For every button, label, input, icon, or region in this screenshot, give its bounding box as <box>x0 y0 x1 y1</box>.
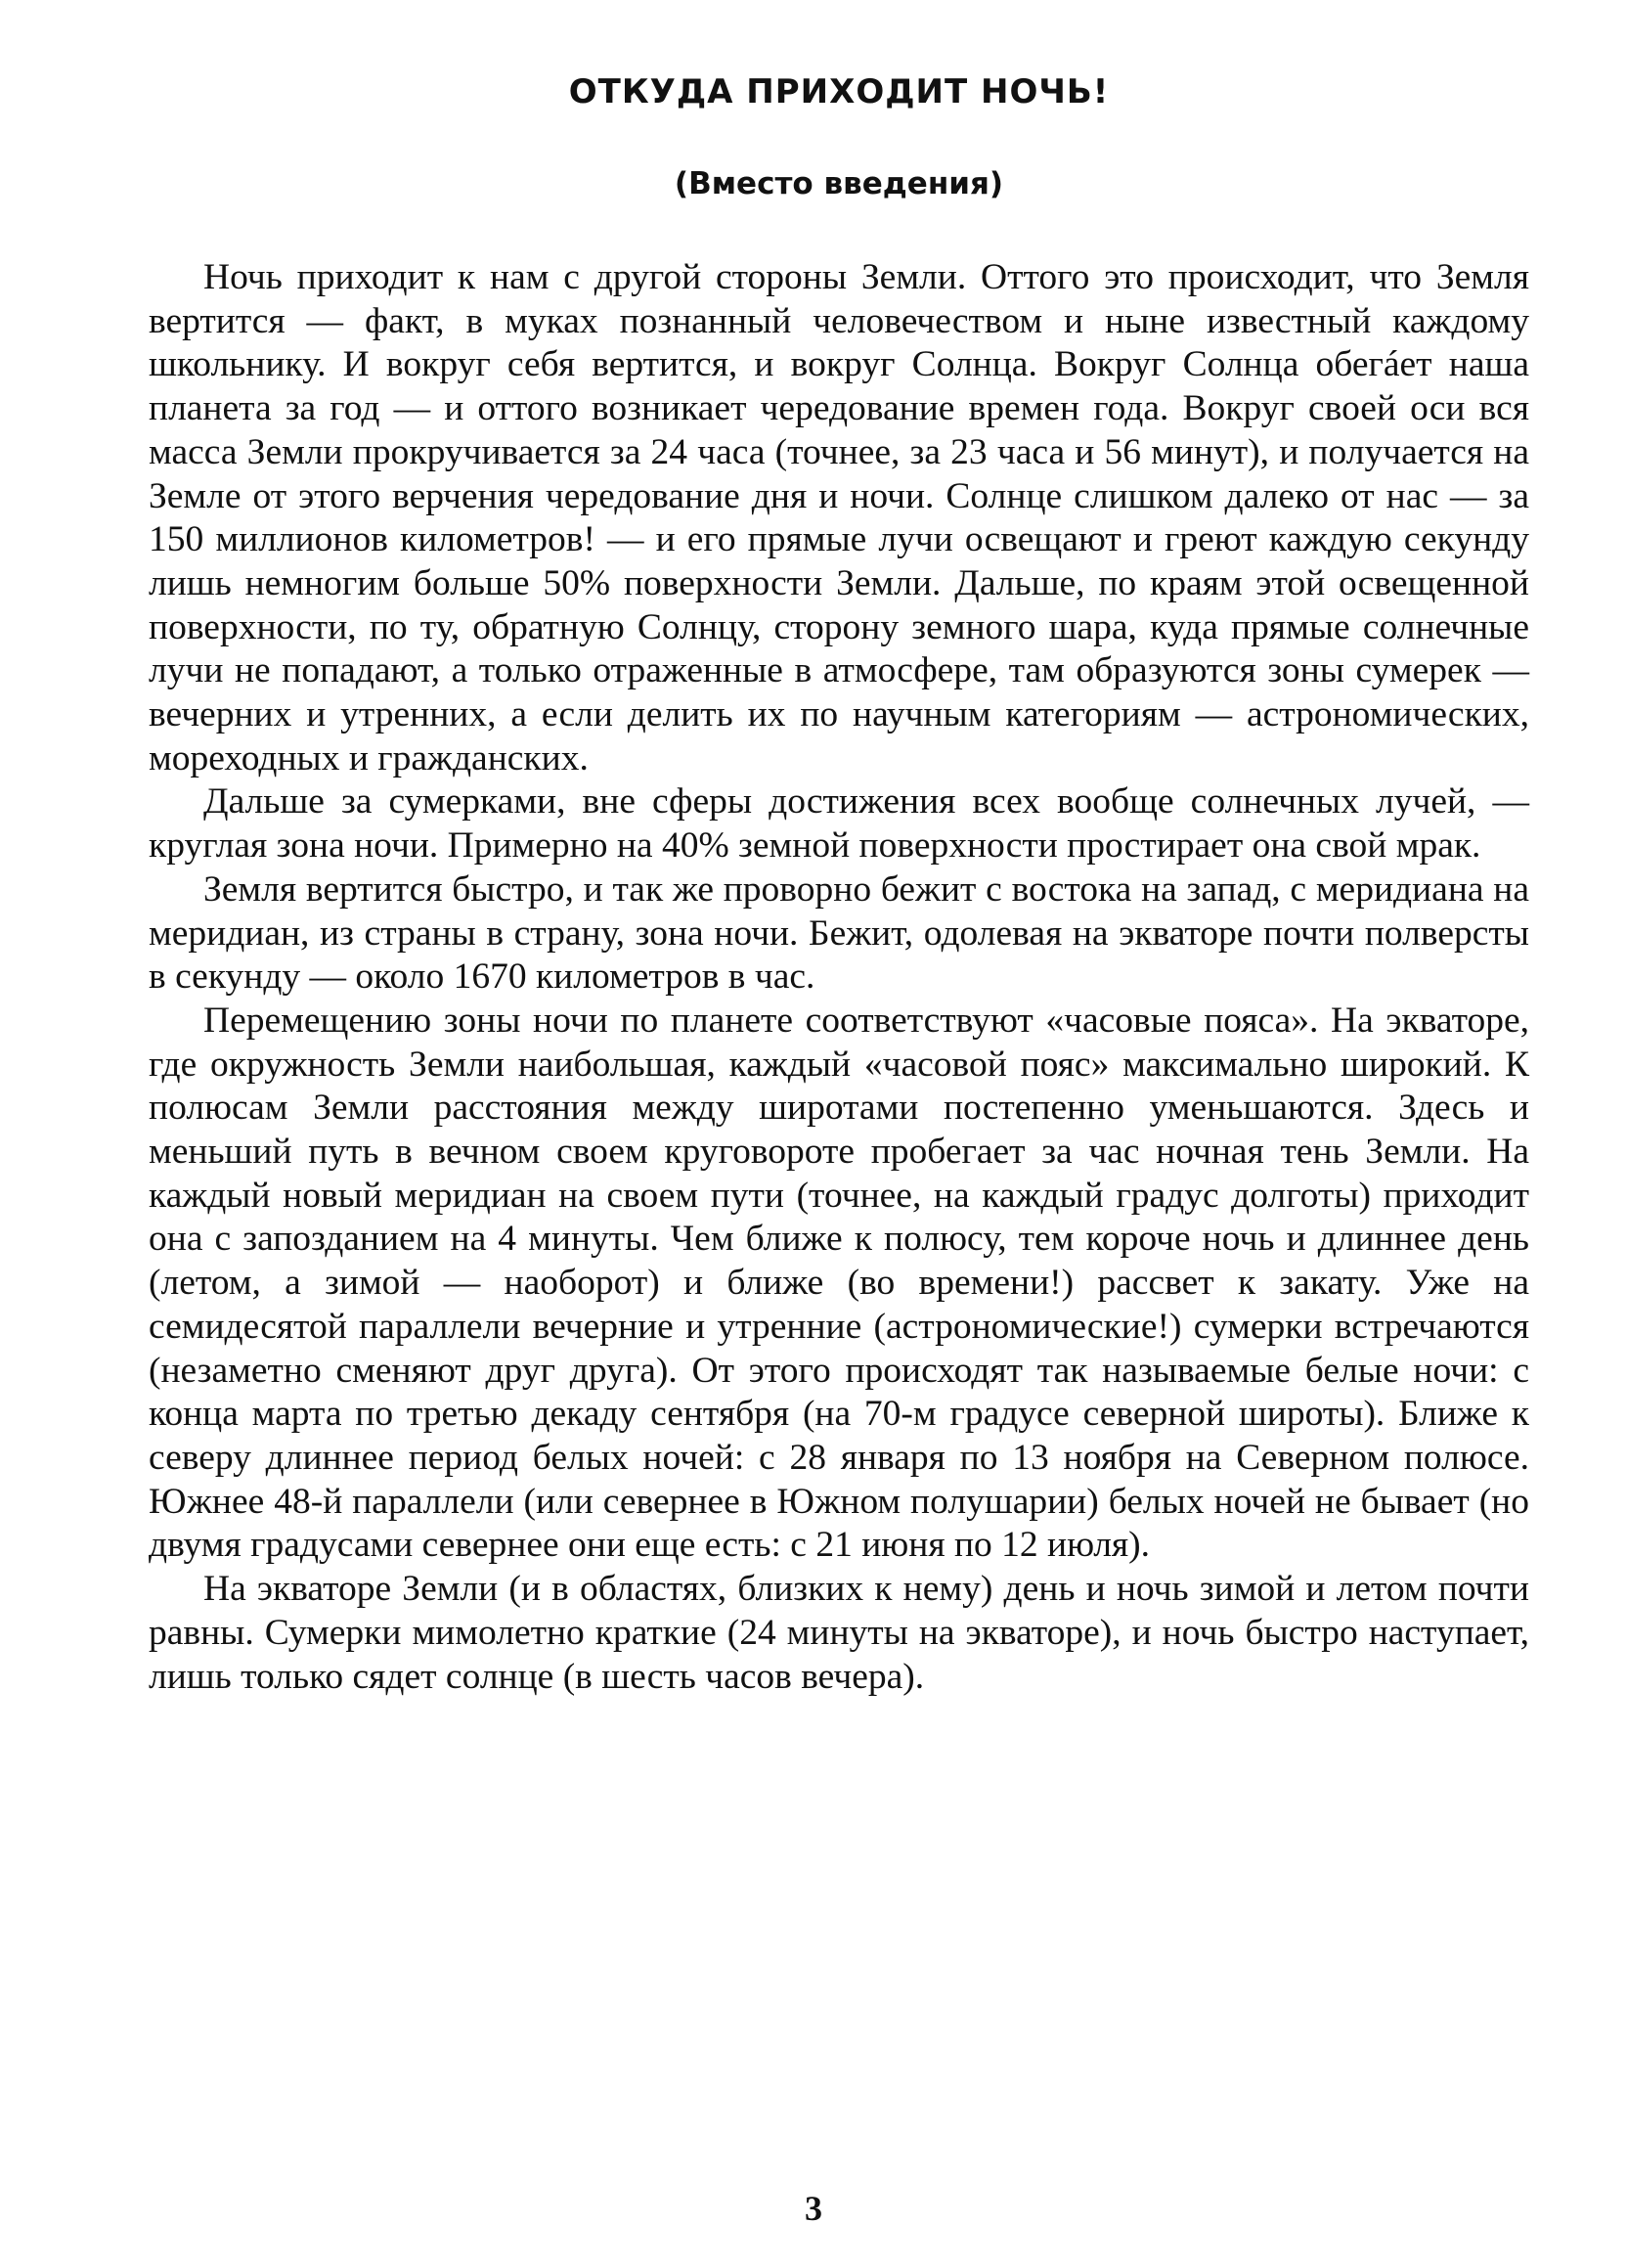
body-text <box>149 256 1529 1699</box>
paragraph-3: Земля вертится быстро, и так же проворно бежит с востока на запад, с меридиана на меридиан, из страны в страну, зона ночи. Бежит, одолевая на экваторе почти полверсты в секунду — около 1670 километров в час. <box>149 868 1529 998</box>
paragraph-1: Ночь приходит к нам с другой стороны Земли. Оттого это происходит, что Земля вертится — факт, в муках познанный человечеством и ныне известный каждому школьнику. И вокруг себя вертится, и вокруг Солнца. Вокруг Солнца обегáет наша планета за год — и оттого возникает чередование времен года. Вокруг своей оси вся масса Земли прокручивается за 24 часа (точнее, за 23 часа и 56 минут), и получается на Земле от этого верчения чередование дня и ночи. Солнце слишком далеко от нас — за 150 миллионов километров! — и его прямые лучи освещают и греют каждую секунду лишь немногим больше 50% поверхности Земли. Дальше, по краям этой освещенной поверхности, по ту, обратную Солнцу, сторону земного шара, куда прямые солнечные лучи не попадают, а только отраженные в атмосфере, там образуются зоны сумерек — вечерних и утренних, а если делить их по научным категориям — астрономических, мореходных и гражданских. <box>149 257 1529 778</box>
chapter-subtitle: (Вместо введения) <box>674 166 1004 201</box>
paragraph-4: Перемещению зоны ночи по планете соответствуют «часовые пояса». На экваторе, где окружность Земли наибольшая, каждый «часовой пояс» максимально широкий. К полюсам Земли расстояния между широтами постепенно уменьшаются. Здесь и меньший путь в вечном своем круговороте пробегает за час ночная тень Земли. На каждый новый меридиан на своем пути (точнее, на каждый градус долготы) приходит она с запозданием на 4 минуты. Чем ближе к полюсу, тем короче ночь и длиннее день (летом, а зимой — наоборот) и ближе (во времени!) рассвет к закату. Уже на семидесятой параллели вечерние и утренние (астрономические!) сумерки встречаются (незаметно сменяют друг друга). От этого происходят так называемые белые ночи: с конца марта по третью декаду сентября (на 70-м градусе северной широты). Ближе к северу длиннее период белых ночей: с 28 января по 13 ноября на Северном полюсе. Южнее 48-й параллели (или севернее в Южном полушарии) белых ночей не бывает (но двумя градусами севернее они еще есть: с 21 июня по 12 июля). <box>149 1000 1529 1566</box>
page-number: 3 <box>805 2189 822 2228</box>
chapter-title: ОТКУДА ПРИХОДИТ НОЧЬ! <box>568 72 1110 111</box>
paragraph-5: На экваторе Земли (и в областях, близких к нему) день и ночь зимой и летом почти равны. Сумерки мимолетно краткие (24 минуты на экваторе), и ночь быстро наступает, лишь только сядет солнце (в шесть часов вечера). <box>149 1569 1529 1697</box>
paragraph-2: Дальше за сумерками, вне сферы достижения всех вообще солнечных лучей, — круглая зона ночи. Примерно на 40% земной поверхности простирает она свой мрак. <box>149 781 1529 867</box>
